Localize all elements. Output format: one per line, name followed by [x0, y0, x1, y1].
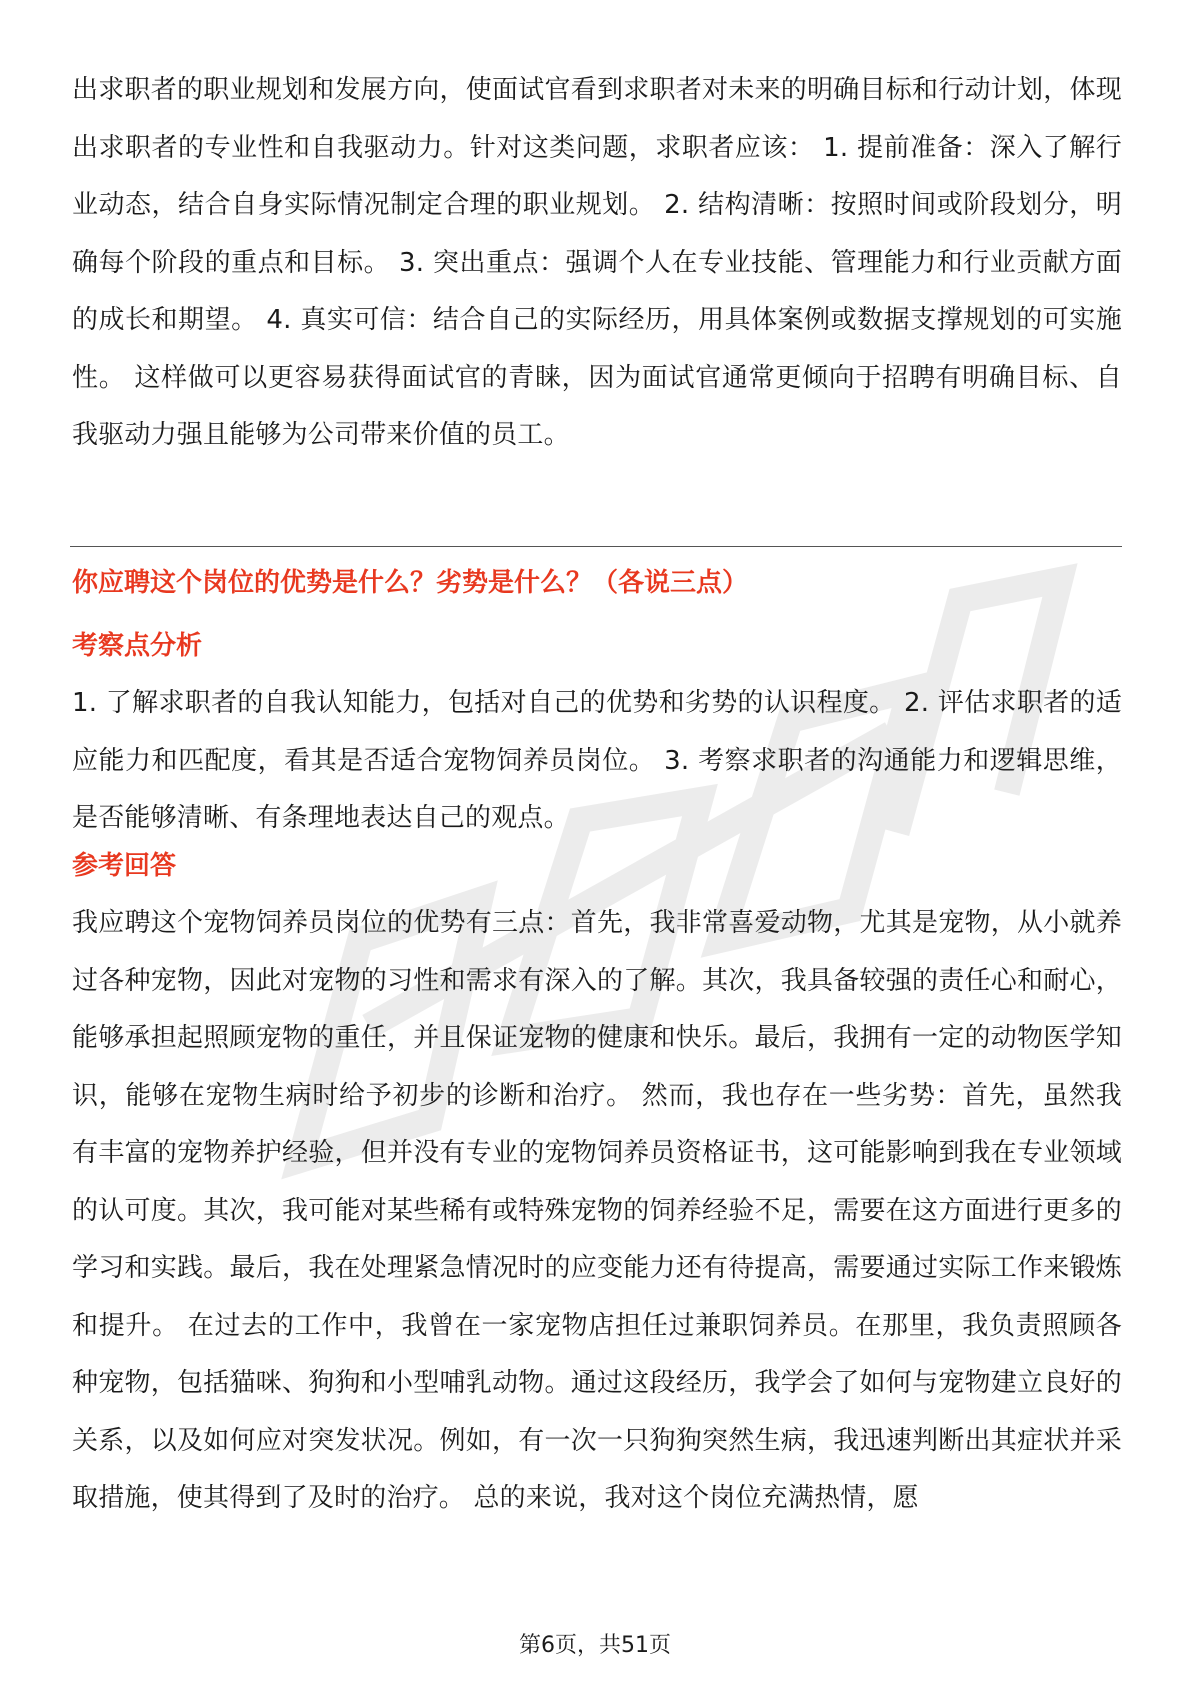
section-divider — [70, 546, 1122, 547]
intro-section — [72, 62, 1122, 465]
analysis-heading: 考察点分析 — [72, 631, 203, 661]
question-title: 你应聘这个岗位的优势是什么？劣势是什么？（各说三点） — [72, 568, 749, 598]
answer-heading: 参考回答 — [72, 851, 177, 881]
analysis-text: 1. 了解求职者的自我认知能力，包括对自己的优势和劣势的认识程度。 2. 评估求职者的适应能力和匹配度，看其是否适合宠物饲养员岗位。 3. 考察求职者的沟通能力和逻辑思维，是否能够清晰、有条理地表达自己的观点。 — [72, 688, 1122, 833]
intro-paragraph: 出求职者的职业规划和发展方向，使面试官看到求职者对未来的明确目标和行动计划，体现出求职者的专业性和自我驱动力。针对这类问题，求职者应该： 1. 提前准备：深入了解行业动态，结合自身实际情况制定合理的职业规划。 2. 结构清晰：按照时间或阶段划分，明确每个阶段的重点和目标。 3. 突出重点：强调个人在专业技能、管理能力和行业贡献方面的成长和期望。 4. 真实可信：结合自己的实际经历，用具体案例或数据支撑规划的可实施性。 这样做可以更容易获得面试官的青睐，因为面试官通常更倾向于招聘有明确目标、自我驱动力强且能够为公司带来价值的员工。 — [72, 75, 1122, 450]
answer-text: 我应聘这个宠物饲养员岗位的优势有三点：首先，我非常喜爱动物，尤其是宠物，从小就养过各种宠物，因此对宠物的习性和需求有深入的了解。其次，我具备较强的责任心和耐心，能够承担起照顾宠物的重任，并且保证宠物的健康和快乐。最后，我拥有一定的动物医学知识，能够在宠物生病时给予初步的诊断和治疗。 然而，我也存在一些劣势：首先，虽然我有丰富的宠物养护经验，但并没有专业的宠物饲养员资格证书，这可能影响到我在专业领域的认可度。其次，我可能对某些稀有或特殊宠物的饲养经验不足，需要在这方面进行更多的学习和实践。最后，我在处理紧急情况时的应变能力还有待提高，需要通过实际工作来锻炼和提升。 在过去的工作中，我曾在一家宠物店担任过兼职饲养员。在那里，我负责照顾各种宠物，包括猫咪、狗狗和小型哺乳动物。通过这段经历，我学会了如何与宠物建立良好的关系，以及如何应对突发状况。例如，有一次一只狗狗突然生病，我迅速判断出其症状并采取措施，使其得到了及时的治疗。 总的来说，我对这个岗位充满热情，愿 — [72, 908, 1122, 1513]
page-number: 第6页，共51页 — [519, 1633, 671, 1658]
analysis-section — [72, 675, 1122, 848]
answer-section — [72, 895, 1122, 1528]
